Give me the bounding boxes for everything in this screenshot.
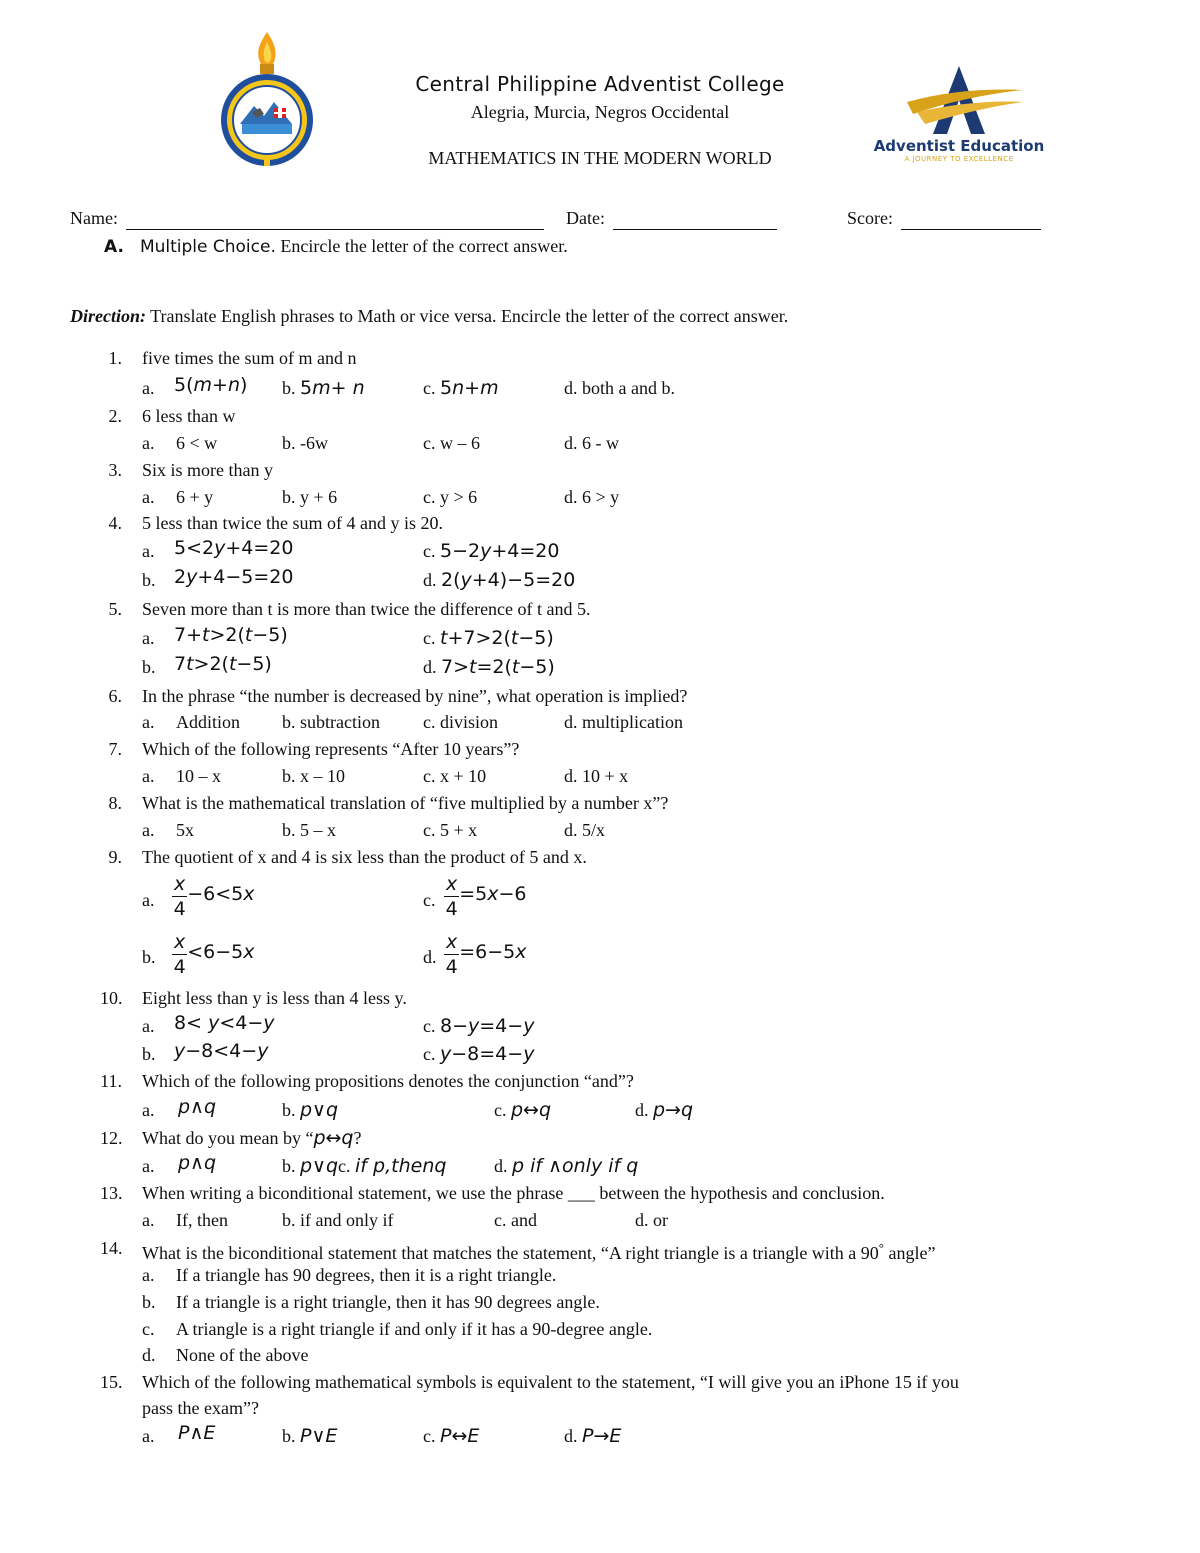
option-b[interactable]: b. 5 – x: [282, 820, 336, 840]
question-text: In the phrase “the number is decreased by nine”, what operation is implied?: [142, 686, 688, 706]
option-a-label[interactable]: a.: [142, 628, 155, 648]
option-b-value: 5m+ n: [300, 377, 365, 399]
option-d[interactable]: d. multiplication: [564, 712, 683, 732]
question-number: 4.: [108, 513, 122, 533]
question-text-continued: pass the exam”?: [142, 1398, 259, 1418]
question-text: Which of the following represents “After 10 years”?: [142, 739, 520, 759]
option-a-label[interactable]: a.: [142, 1426, 155, 1446]
option-d[interactable]: [635, 1098, 693, 1122]
question-text-end: ?: [353, 1128, 362, 1148]
question-number: 15.: [100, 1372, 123, 1392]
option-b-value: p∨q: [300, 1099, 339, 1121]
question-number: 9.: [108, 847, 122, 867]
question-number: 3.: [108, 460, 122, 480]
option-a-label[interactable]: a.: [142, 1210, 155, 1230]
option-d-label[interactable]: d.: [423, 947, 437, 967]
question-text: What is the mathematical translation of “five multiplied by a number x”?: [142, 793, 669, 813]
question-text: 6 less than w: [142, 406, 236, 426]
question-text: Six is more than y: [142, 460, 273, 480]
option-b[interactable]: b. x – 10: [282, 766, 345, 786]
option-a-value: Addition: [176, 712, 241, 732]
question-text: Which of the following mathematical symbols is equivalent to the statement, “I will give you an iPhone 15 if you: [142, 1372, 959, 1392]
question-text-main: What do you mean by “: [142, 1128, 314, 1148]
option-c-label: c.: [423, 541, 440, 561]
option-b-and-c[interactable]: [282, 1154, 446, 1178]
option-b-math: <6−5x: [187, 941, 255, 964]
question-text: [142, 1236, 935, 1265]
option-d[interactable]: d. 6 > y: [564, 487, 620, 507]
option-d[interactable]: [423, 568, 575, 592]
option-c[interactable]: c. x + 10: [423, 766, 487, 786]
question-text: Seven more than t is more than twice the difference of t and 5.: [142, 599, 591, 619]
option-d[interactable]: d. 6 - w: [564, 433, 619, 453]
option-d-value: p→q: [653, 1099, 694, 1121]
section-a: [104, 234, 568, 259]
option-b-value: [172, 930, 255, 979]
option-d-label[interactable]: d.: [142, 1345, 156, 1365]
option-a-value: p∧q: [178, 1152, 217, 1174]
option-d-math: =6−5x: [459, 941, 527, 964]
option-c-value: A triangle is a right triangle if and only if it has a 90-degree angle.: [176, 1319, 653, 1339]
option-b-value: p∨q: [300, 1155, 339, 1177]
option-c-label: c.: [423, 378, 440, 398]
option-d-value: None of the above: [176, 1345, 309, 1365]
option-d[interactable]: [494, 1154, 638, 1178]
option-b[interactable]: [282, 1098, 338, 1122]
option-b-label[interactable]: b.: [142, 1292, 156, 1312]
option-a-value: p∧q: [178, 1096, 217, 1118]
option-c-label: c.: [423, 1426, 440, 1446]
question-number: 12.: [100, 1128, 123, 1148]
option-b-label[interactable]: b.: [142, 947, 156, 967]
option-b-label: b.: [282, 1100, 300, 1120]
name-label: Name:: [70, 208, 118, 228]
college-address: Alegria, Murcia, Negros Occidental: [470, 102, 730, 122]
degree-symbol: °: [878, 1240, 884, 1255]
score-label: Score:: [847, 208, 893, 228]
option-a-label[interactable]: a.: [142, 433, 155, 453]
option-d[interactable]: d. 5/x: [564, 820, 606, 840]
question-text: [142, 1126, 362, 1150]
option-d-value: 2(y+4)−5=20: [441, 569, 576, 591]
direction-label: Direction:: [70, 306, 146, 326]
section-instruction: Encircle the letter of the correct answer.: [275, 236, 568, 256]
option-d[interactable]: [423, 655, 555, 679]
option-c-label: c.: [494, 1100, 511, 1120]
question-number: 1.: [108, 348, 122, 368]
option-c[interactable]: c. y > 6: [423, 487, 478, 507]
option-a-value: 6 + y: [176, 487, 214, 507]
adventist-education-logo: [873, 64, 1045, 168]
option-d-label: d.: [564, 1426, 582, 1446]
question-number: 11.: [100, 1071, 122, 1091]
fraction-numerator: x: [446, 873, 458, 895]
question-number: 10.: [100, 988, 123, 1008]
option-c[interactable]: c. w – 6: [423, 433, 480, 453]
option-c[interactable]: c. and: [494, 1210, 537, 1230]
fraction: [444, 872, 459, 921]
option-b-label[interactable]: b.: [142, 657, 156, 677]
question-text-end: angle”: [884, 1243, 936, 1263]
option-c-label[interactable]: c.: [142, 1319, 155, 1339]
option-b-label: b.: [282, 378, 300, 398]
option-c[interactable]: c. 5 + x: [423, 820, 478, 840]
option-c[interactable]: [423, 539, 559, 563]
option-c-value: p↔q: [511, 1099, 552, 1121]
question-text-math: p↔q: [313, 1127, 354, 1149]
option-c-value: t+7>2(t−5): [440, 627, 554, 649]
option-c2-value: y−8=4−y: [440, 1043, 535, 1065]
question-number: 7.: [108, 739, 122, 759]
question-text-main: What is the biconditional statement that matches the statement, “A right triangle is a triangle with a 90: [142, 1243, 879, 1263]
option-b-label[interactable]: b.: [142, 1044, 156, 1064]
option-c[interactable]: c. division: [423, 712, 498, 732]
option-c-label[interactable]: c.: [423, 890, 436, 910]
option-c2-label: c.: [423, 1044, 440, 1064]
score-field: [847, 206, 1041, 230]
option-d[interactable]: [564, 1424, 621, 1448]
option-b-label: b.: [282, 1156, 300, 1176]
question-number: 13.: [100, 1183, 123, 1203]
option-c-value: P↔E: [440, 1425, 480, 1447]
fraction-denominator: 4: [173, 956, 186, 978]
option-c-label: c.: [338, 1156, 356, 1176]
date-label: Date:: [566, 208, 605, 228]
option-d-label: d.: [635, 1100, 653, 1120]
option-a-value: 5(m+n): [174, 374, 248, 396]
option-a-value: [172, 872, 255, 921]
option-c-second[interactable]: [423, 1042, 534, 1066]
fraction: [172, 872, 187, 921]
fraction-denominator: 4: [445, 898, 458, 920]
option-c-label: c.: [423, 628, 440, 648]
option-d-label: d.: [494, 1156, 512, 1176]
logo-text: Adventist Education: [873, 137, 1045, 155]
option-d[interactable]: d. both a and b.: [564, 378, 675, 398]
option-c-label: c.: [423, 1016, 440, 1036]
option-d[interactable]: d. 10 + x: [564, 766, 629, 786]
college-name: Central Philippine Adventist College: [415, 72, 785, 96]
question-number: 8.: [108, 793, 122, 813]
option-a-value: 8< y<4−y: [174, 1012, 275, 1034]
option-a-value: 6 < w: [176, 433, 218, 453]
option-a-value: 5<2y+4=20: [174, 537, 294, 559]
option-a-label[interactable]: a.: [142, 1156, 155, 1176]
option-c-value: 5−2y+4=20: [440, 540, 560, 562]
option-a-label[interactable]: a.: [142, 766, 155, 786]
fraction-numerator: x: [446, 931, 458, 953]
score-blank[interactable]: [901, 211, 1041, 230]
name-blank[interactable]: [126, 211, 544, 230]
option-b-label[interactable]: b.: [142, 570, 156, 590]
option-b[interactable]: b. y + 6: [282, 487, 338, 507]
course-title: MATHEMATICS IN THE MODERN WORLD: [428, 148, 772, 168]
question-text: When writing a biconditional statement, we use the phrase ___ between the hypothesis and conclusion.: [142, 1183, 885, 1203]
option-c[interactable]: [423, 1014, 534, 1038]
option-d-value: P→E: [582, 1425, 622, 1447]
direction: [70, 304, 788, 328]
option-d-label: d.: [423, 570, 441, 590]
option-d-label: d.: [423, 657, 441, 677]
option-a-label[interactable]: a.: [142, 820, 155, 840]
date-blank[interactable]: [613, 211, 777, 230]
option-b-value: P∨E: [300, 1425, 338, 1447]
option-d-value: [444, 930, 527, 979]
option-a-value: 10 – x: [176, 766, 221, 786]
name-field: [70, 206, 544, 230]
option-a-value: 5x: [176, 820, 194, 840]
option-a-label[interactable]: a.: [142, 890, 155, 910]
option-a-label[interactable]: a.: [142, 487, 155, 507]
question-number: 5.: [108, 599, 122, 619]
option-a-label[interactable]: a.: [142, 1016, 155, 1036]
option-b-value: 2y+4−5=20: [174, 566, 294, 588]
question-text: Which of the following propositions denotes the conjunction “and”?: [142, 1071, 634, 1091]
question-text: Eight less than y is less than 4 less y.: [142, 988, 407, 1008]
direction-text: Translate English phrases to Math or vice versa. Encircle the letter of the correct answer.: [146, 306, 789, 326]
option-a-label[interactable]: a.: [142, 712, 155, 732]
option-b[interactable]: b. subtraction: [282, 712, 380, 732]
option-c[interactable]: [423, 1424, 479, 1448]
option-d-value: 7>t=2(t−5): [441, 656, 555, 678]
question-number: 2.: [108, 406, 122, 426]
option-c-value: 5n+m: [440, 377, 499, 399]
option-b-value: If a triangle is a right triangle, then it has 90 degrees angle.: [176, 1292, 600, 1312]
option-b[interactable]: [282, 376, 365, 400]
option-a-value: 7+t>2(t−5): [174, 624, 288, 646]
fraction-denominator: 4: [173, 898, 186, 920]
fraction-numerator: x: [174, 931, 186, 953]
fraction: [444, 930, 459, 979]
option-a-value: P∧E: [178, 1422, 216, 1444]
option-a-value: If, then: [176, 1210, 228, 1230]
option-b-value: y−8<4−y: [174, 1040, 269, 1062]
question-text: 5 less than twice the sum of 4 and y is 20.: [142, 513, 443, 533]
question-number: 6.: [108, 686, 122, 706]
option-c-math: =5x−6: [459, 883, 527, 906]
date-field: [566, 206, 777, 230]
section-title: Multiple Choice.: [139, 237, 276, 257]
logo-tagline: A JOURNEY TO EXCELLENCE: [904, 155, 1014, 163]
question-text: The quotient of x and 4 is six less than the product of 5 and x.: [142, 847, 587, 867]
option-c[interactable]: [423, 376, 499, 400]
option-b-value: 7t>2(t−5): [174, 653, 272, 675]
option-c[interactable]: [494, 1098, 551, 1122]
option-b[interactable]: [282, 1424, 337, 1448]
question-text: five times the sum of m and n: [142, 348, 357, 368]
option-a-label[interactable]: a.: [142, 1265, 155, 1285]
option-c-value: if p,thenq: [355, 1155, 447, 1177]
option-b[interactable]: b. -6w: [282, 433, 328, 453]
option-b[interactable]: b. if and only if: [282, 1210, 394, 1230]
option-d-value: p if ∧only if q: [512, 1155, 639, 1177]
option-a-value: If a triangle has 90 degrees, then it is a right triangle.: [176, 1265, 557, 1285]
fraction: [172, 930, 187, 979]
fraction-denominator: 4: [445, 956, 458, 978]
option-d[interactable]: d. or: [635, 1210, 668, 1230]
option-a-label[interactable]: a.: [142, 1100, 155, 1120]
fraction-numerator: x: [174, 873, 186, 895]
option-c-value: 8−y=4−y: [440, 1015, 535, 1037]
option-a-label[interactable]: a.: [142, 378, 155, 398]
option-a-math: −6<5x: [187, 883, 255, 906]
option-b-label: b.: [282, 1426, 300, 1446]
section-letter: A.: [104, 237, 124, 257]
option-c-value: [444, 872, 527, 921]
question-number: 14.: [100, 1238, 123, 1258]
option-a-label[interactable]: a.: [142, 541, 155, 561]
option-c[interactable]: [423, 626, 554, 650]
